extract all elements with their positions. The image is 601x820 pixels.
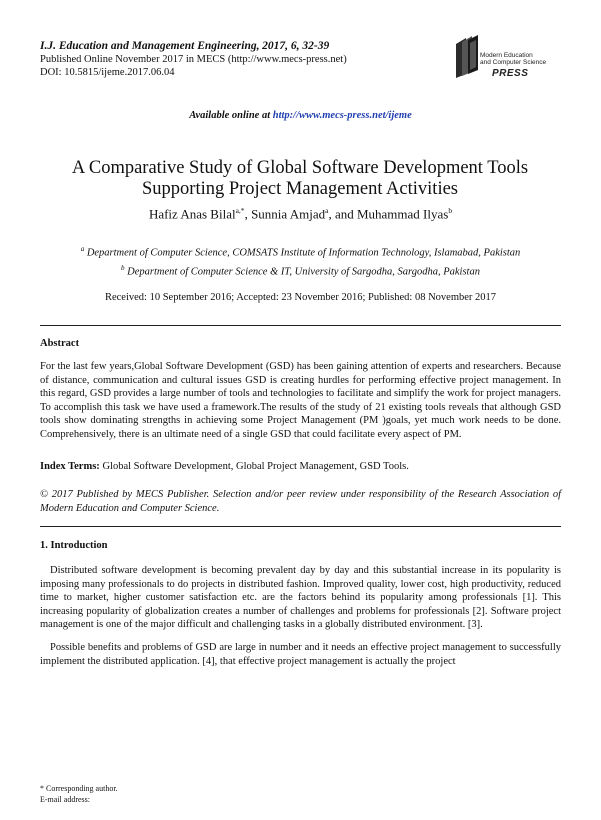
journal-header: [40, 40, 347, 79]
affiliation-b: [0, 261, 601, 280]
author-1-sup: a,*: [235, 206, 245, 215]
availability-prefix: Available online at: [189, 110, 273, 121]
affiliations: [0, 242, 601, 279]
abstract-heading: Abstract: [40, 338, 80, 349]
author-3: , and Muhammad Ilyas: [328, 206, 449, 222]
journal-line: [40, 40, 347, 53]
logo-line-2: and Computer Science: [480, 59, 547, 66]
journal-name: I.J. Education and Management Engineering,: [40, 40, 260, 52]
title-line-2: Supporting Project Management Activities: [142, 179, 458, 199]
copyright-notice: © 2017 Published by MECS Publisher. Selection and/or peer review under responsibility of the Research Association of Modern Education and Computer Science.: [40, 489, 561, 514]
author-2-sup: a: [325, 206, 329, 215]
divider-bottom: [40, 526, 561, 527]
logo-line-1: Modern Education: [480, 52, 533, 59]
affiliation-a-sup: a: [80, 245, 85, 253]
doi-line: DOI: 10.5815/ijeme.2017.06.04: [40, 67, 175, 78]
intro-paragraph-2: Possible benefits and problems of GSD are large in number and it needs an effective project management to successfully implement the distributed application. [4], that effective project management is actually the project: [40, 642, 561, 667]
introduction-heading: 1. Introduction: [40, 540, 108, 551]
author-list: [0, 206, 601, 222]
affiliation-a-text: Department of Computer Science, COMSATS Institute of Information Technology, Islamabad, Pakistan: [84, 247, 521, 259]
journal-url-link[interactable]: http://www.mecs-press.net/ijeme: [272, 110, 412, 121]
index-terms-label: Index Terms:: [40, 461, 100, 472]
author-3-sup: b: [448, 206, 453, 215]
received-dates: Received: 10 September 2016; Accepted: 23 November 2016; Published: 08 November 2017: [104, 292, 497, 303]
title-line-1: A Comparative Study of Global Software Development Tools: [71, 158, 529, 178]
author-1: Hafiz Anas Bilal: [148, 206, 236, 222]
paper-title: [40, 158, 560, 200]
index-terms: [40, 460, 561, 474]
journal-volume: 2017, 6, 32-39: [262, 40, 330, 52]
email-address-note: E-mail address:: [40, 794, 90, 804]
published-line: Published Online November 2017 in MECS (http://www.mecs-press.net): [40, 54, 347, 65]
corresponding-author-note: * Corresponding author.: [40, 784, 118, 793]
availability-line: [0, 110, 601, 121]
footnote: [40, 784, 118, 805]
author-2: , Sunnia Amjad: [244, 206, 326, 222]
affiliation-a: [0, 242, 601, 261]
affiliation-b-text: Department of Computer Science & IT, University of Sargodha, Sargodha, Pakistan: [124, 266, 480, 277]
divider-top: [40, 325, 561, 326]
logo-press: PRESS: [492, 68, 529, 79]
intro-paragraph-1: Distributed software development is becoming prevalent day by day and this substantial increase in its popularity is imposing many professionals to do projects in distributed fashion. Improved quality, lower cost, high productivity, reduced time to market, higher customer satisfaction etc. are the factors behind its popularity among professionals [1]. This increasing popularity of globalization creates a number of challenges and problems for professionals [2]. Software project management is one of the major difficult and challenging tasks in a globally distributed environment. [3].: [40, 565, 561, 631]
index-terms-text: Global Software Development, Global Project Management, GSD Tools.: [99, 461, 409, 472]
abstract-text: For the last few years,Global Software Development (GSD) has been gaining attention of experts and researchers. Because of distance, communication and cultural issues GSD is creating hurdles for performing effective project management. In this regard, GSD provides a large number of tools and technologies to facilitate and simplify the work for project managers. To accomplish this task we have used a framework.The results of the study of 21 existing tools reveals that although GSD tools show dominating strengths in achieving some Project Management (PM )goals, yet much work needs to be done. Comprehensively, there is an ultimate need of a single GSD that could facilitate every aspect of PM.: [40, 361, 561, 440]
mecs-press-logo: [452, 34, 562, 82]
logo-text: [480, 52, 546, 66]
affiliation-b-sup: b: [121, 263, 125, 272]
